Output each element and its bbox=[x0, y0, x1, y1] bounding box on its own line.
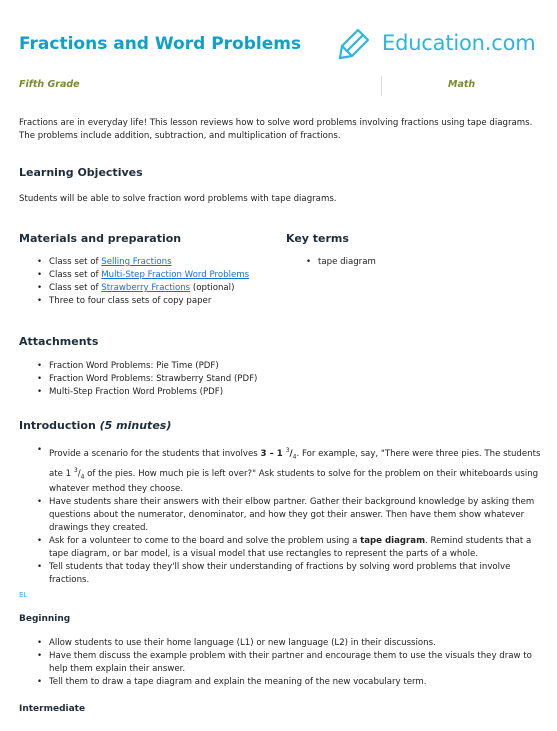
selling-fractions-link[interactable]: Selling Fractions bbox=[101, 257, 172, 267]
intro-text: . For example, say, "There were three pies. The students ate 1 bbox=[49, 448, 541, 479]
intro-text: . Remind students that a tape diagram, or bar model, is a visual model that use rectangles to represent the parts of a whole. bbox=[49, 536, 532, 560]
list-item: • Have them discuss the example problem with their partner and encourage them to use the visuals they draw to help them explain their answer. bbox=[37, 650, 542, 676]
list-item: • Tell students that today they'll show their understanding of fractions by solving word problems that involve fractions. bbox=[37, 561, 542, 587]
material-text: Three to four class sets of copy paper bbox=[49, 296, 212, 306]
introduction-list bbox=[37, 444, 542, 587]
attachment-item[interactable]: • Multi-Step Fraction Word Problems (PDF) bbox=[37, 386, 437, 399]
attachments-list bbox=[37, 360, 437, 399]
attachment-item[interactable]: • Fraction Word Problems: Pie Time (PDF) bbox=[37, 360, 437, 373]
meta-bar bbox=[0, 76, 557, 96]
list-item bbox=[37, 282, 277, 295]
fraction-numerator: 3 bbox=[73, 466, 78, 474]
fraction-denominator: 4 bbox=[80, 473, 85, 481]
intro-text: of the pies. How much pie is left over?" Ask students to solve for the problem on their whiteboards using whatever method they choose. bbox=[49, 468, 539, 495]
introduction-heading bbox=[19, 419, 171, 432]
list-item bbox=[37, 256, 277, 269]
materials-list bbox=[37, 256, 277, 308]
list-item bbox=[37, 295, 277, 308]
objectives-text: Students will be able to solve fraction word problems with tape diagrams. bbox=[19, 194, 337, 204]
intro-expression: 3 – 1 bbox=[260, 448, 286, 459]
material-suffix: (optional) bbox=[190, 283, 235, 293]
multi-step-link[interactable]: Multi-Step Fraction Word Problems bbox=[101, 270, 250, 280]
tape-diagram-term: tape diagram bbox=[360, 536, 426, 547]
introduction-duration: (5 minutes) bbox=[99, 419, 172, 432]
attachments-heading: Attachments bbox=[19, 335, 99, 348]
page-title: Fractions and Word Problems bbox=[19, 34, 302, 54]
fraction-numerator: 3 bbox=[285, 447, 290, 454]
education-logo[interactable] bbox=[338, 26, 535, 60]
beginning-heading: Beginning bbox=[19, 614, 71, 624]
material-prefix: Class set of bbox=[49, 283, 102, 293]
list-item: • Provide a scenario for the students that involves 3 – 1 $^3/_4$. For example, say, "There were three pies. The students ate 1 $^3/_4$ of the pies. How much pie is left over?" Ask students to solve for the problem on their whiteboards using whatever method they choose. bbox=[37, 444, 542, 496]
grade-label: Fifth Grade bbox=[19, 79, 80, 90]
introduction-title: Introduction bbox=[19, 419, 96, 432]
fraction-denominator: 4 bbox=[292, 453, 297, 461]
list-item: • Have students share their answers with their elbow partner. Gather their background knowledge by asking them questions about the numerator, denominator, and how they got their answer. Then have them show whatever drawings they created. bbox=[37, 496, 542, 535]
intro-text: Ask for a volunteer to come to the board and solve the problem using a bbox=[49, 536, 361, 547]
logo-text: Education.com bbox=[382, 31, 536, 55]
pencil-logo-icon bbox=[338, 26, 378, 60]
list-item: • Allow students to use their home language (L1) or new language (L2) in their discussions. bbox=[37, 637, 542, 650]
el-tag: EL bbox=[19, 591, 28, 599]
objectives-heading: Learning Objectives bbox=[19, 166, 143, 179]
intro-text: Provide a scenario for the students that involves bbox=[49, 448, 261, 459]
list-item: • Tell them to draw a tape diagram and explain the meaning of the new vocabulary term. bbox=[37, 676, 542, 689]
lesson-intro: Fractions are in everyday life! This lesson reviews how to solve word problems involving fractions using tape diagrams. The problems include addition, subtraction, and multiplication of fractions. bbox=[19, 118, 533, 141]
key-terms-heading: Key terms bbox=[286, 232, 349, 245]
attachment-item[interactable]: • Fraction Word Problems: Strawberry Stand (PDF) bbox=[37, 373, 437, 386]
materials-heading: Materials and preparation bbox=[19, 232, 182, 245]
list-item bbox=[37, 535, 542, 561]
strawberry-fractions-link[interactable]: Strawberry Fractions bbox=[101, 283, 191, 293]
beginning-list bbox=[37, 637, 542, 689]
list-item: • tape diagram bbox=[306, 256, 506, 269]
list-item bbox=[37, 269, 277, 282]
key-terms-list bbox=[306, 256, 506, 269]
subject-label: Math bbox=[448, 79, 476, 90]
meta-divider bbox=[381, 76, 382, 96]
intermediate-heading: Intermediate bbox=[19, 704, 86, 714]
material-prefix: Class set of bbox=[49, 270, 102, 280]
material-prefix: Class set of bbox=[49, 257, 102, 267]
